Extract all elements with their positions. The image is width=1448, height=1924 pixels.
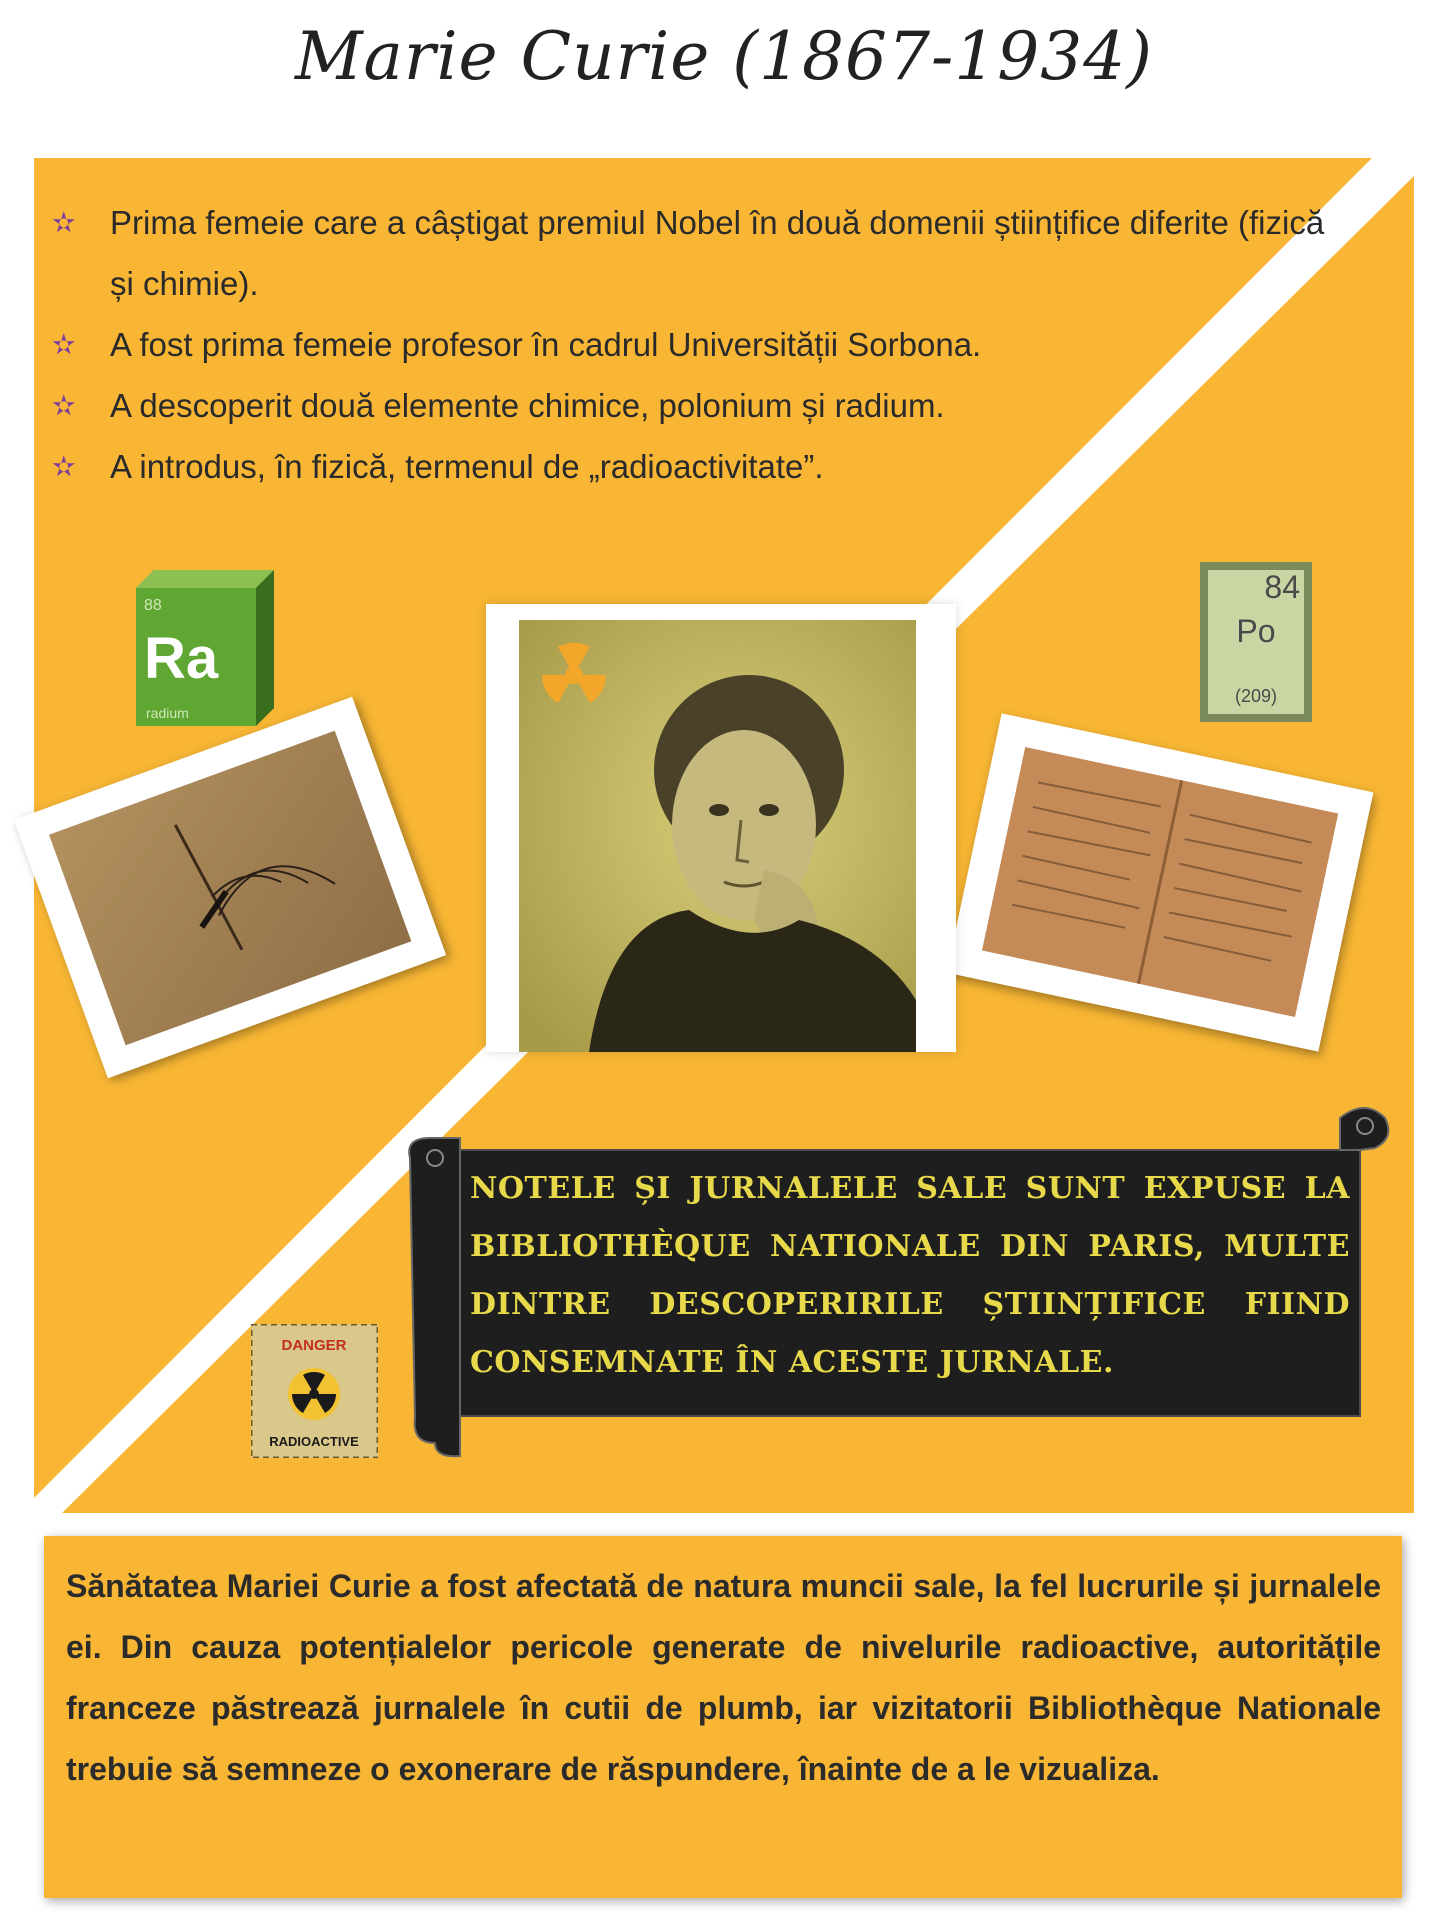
radioactive-label: RADIOACTIVE bbox=[269, 1434, 359, 1449]
polonium-symbol: Po bbox=[1236, 613, 1276, 649]
polonium-mass: (209) bbox=[1234, 686, 1278, 706]
radium-number: 88 bbox=[144, 597, 162, 614]
page-title: Marie Curie (1867-1934) bbox=[294, 18, 1154, 95]
scroll-text: NOTELE ȘI JURNALELE SALE SUNT EXPUSE LA BIBLIOTHÈQUE NATIONALE DIN PARIS, MULTE DINTRE DESCOPERIRILE ȘTIINȚIFICE FIIND CONSEMNATE ÎN ACESTE JURNALE. bbox=[470, 1171, 1350, 1380]
fact-item: ✫ A fost prima femeie profesor în cadrul Universității Sorbona. bbox=[52, 314, 1332, 375]
star-icon: ✫ bbox=[52, 207, 76, 238]
fact-item: ✫ A descoperit două elemente chimice, polonium și radium. bbox=[52, 375, 1332, 436]
radium-symbol: Ra bbox=[144, 626, 219, 691]
marie-curie-portrait bbox=[519, 620, 916, 1052]
danger-label: DANGER bbox=[281, 1337, 347, 1354]
polonium-element-tile bbox=[1200, 562, 1312, 722]
fact-item: ✫ Prima femeie care a câștigat premiul Nobel în două domenii științifice diferite (fizică și chimie). bbox=[52, 192, 1332, 314]
fact-item: ✫ A introdus, în fizică, termenul de „radioactivitate”. bbox=[52, 436, 1332, 497]
star-icon: ✫ bbox=[52, 451, 76, 482]
facts-list bbox=[52, 192, 1332, 497]
bottom-info-text: Sănătatea Mariei Curie a fost afectată de natura muncii sale, la fel lucrurile și jurnalele ei. Din cauza potențialelor pericole generate de nivelurile radioactive, autoritățile franceze păstrează jurnalele în cutii de plumb, iar vizitatorii Bibliothèque Nationale trebuie să semneze o exonerare de răspundere, înainte de a le vizualiza. bbox=[66, 1568, 1381, 1787]
radiation-icon bbox=[288, 1368, 340, 1420]
star-icon: ✫ bbox=[52, 329, 76, 360]
radioactive-danger-sign bbox=[251, 1324, 378, 1458]
radium-name: radium bbox=[146, 705, 189, 721]
polonium-number: 84 bbox=[1264, 569, 1300, 605]
radium-element-tile bbox=[136, 570, 274, 726]
star-icon: ✫ bbox=[52, 390, 76, 421]
